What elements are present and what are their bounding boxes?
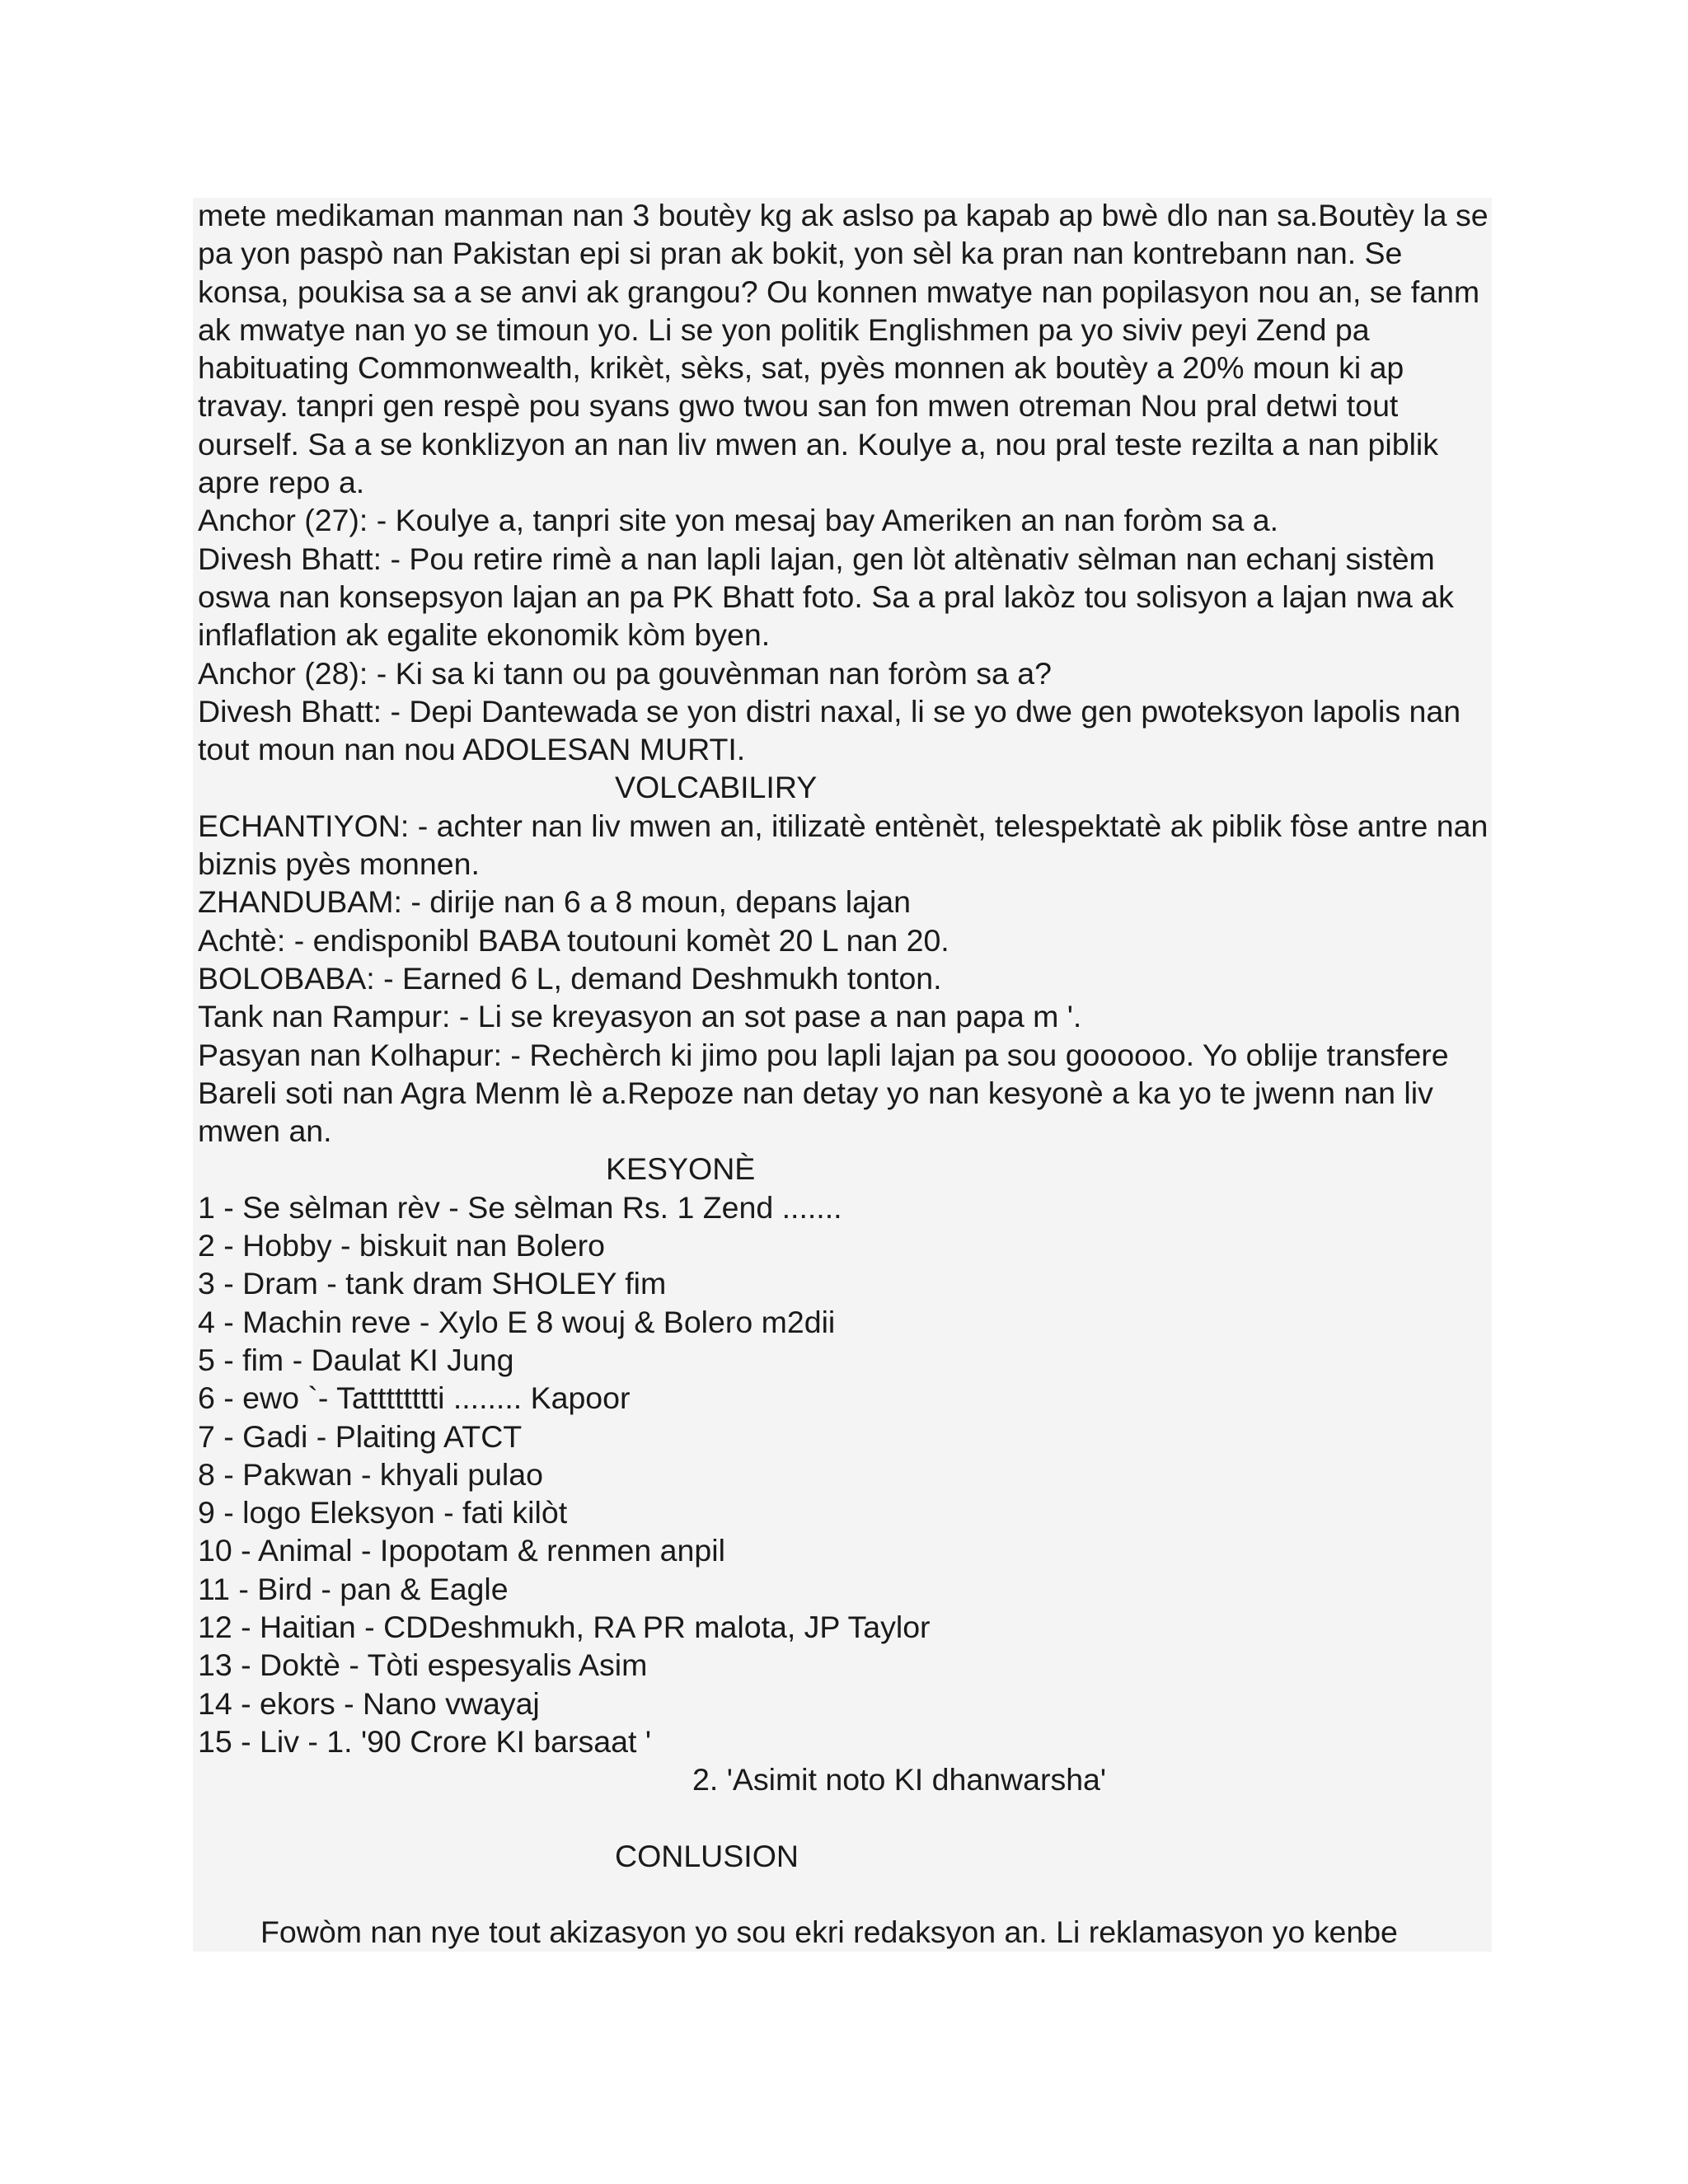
spacer <box>198 1798 1493 1836</box>
quiz-item: 10 - Animal - Ipopotam & renmen anpil <box>198 1533 725 1568</box>
dialogue-line: Divesh Bhatt: - Depi Dantewada se yon distri naxal, li se yo dwe gen pwoteksyon lapolis nan tout moun nan nou ADOLESAN MURTI. <box>198 693 1461 767</box>
vocab-entry: Tank nan Rampur: - Li se kreyasyon an sot pase a nan papa m '. <box>198 999 1082 1034</box>
spacer <box>198 1875 1493 1913</box>
quiz-item-continuation: 2. 'Asimit noto KI dhanwarsha' <box>692 1762 1107 1797</box>
quiz-item: 1 - Se sèlman rèv - Se sèlman Rs. 1 Zend ....... <box>198 1189 842 1225</box>
document-body <box>198 196 1493 1952</box>
conclusion-paragraph: Fowòm nan nye tout akizasyon yo sou ekri redaksyon an. Li reklamasyon yo kenbe <box>260 1915 1398 1950</box>
intro-paragraph: mete medikaman manman nan 3 boutèy kg ak aslso pa kapab ap bwè dlo nan sa.Boutèy la se pa yon paspò nan Pakistan epi si pran ak bokit, yon sèl ka pran nan kontrebann nan. Se konsa, poukisa sa a se anvi ak grangou? Ou konnen mwatye nan popilasyon nou an, se fanm ak mwatye nan yo se timoun yo. Li se yon politik Englishmen pa yo siviv peyi Zend pa habituating Commonwealth, krikèt, sèks, sat, pyès monnen ak boutèy a 20% moun ki ap travay. tanpri gen respè pou syans gwo twou san fon mwen otreman Nou pral detwi tout ourself. Sa a se konklizyon an nan liv mwen an. Koulye a, nou pral teste rezilta a nan piblik apre repo a. <box>198 198 1489 500</box>
quiz-item: 8 - Pakwan - khyali pulao <box>198 1456 543 1492</box>
quiz-item: 7 - Gadi - Plaiting ATCT <box>198 1418 523 1454</box>
vocab-entry: Achtè: - endisponibl BABA toutouni komèt 20 L nan 20. <box>198 922 950 958</box>
quiz-item: 12 - Haitian - CDDeshmukh, RA PR malota, JP Taylor <box>198 1609 931 1644</box>
quiz-item: 9 - logo Eleksyon - fati kilòt <box>198 1495 568 1530</box>
quiz-item: 5 - fim - Daulat KI Jung <box>198 1342 514 1377</box>
quiz-item: 4 - Machin reve - Xylo E 8 wouj & Bolero m2dii <box>198 1304 836 1339</box>
vocabulary-heading: VOLCABILIRY <box>615 770 818 805</box>
quiz-item: 14 - ekors - Nano vwayaj <box>198 1685 540 1721</box>
vocab-entry: ECHANTIYON: - achter nan liv mwen an, itilizatè entènèt, telespektatè ak piblik fòse antre nan biznis pyès monnen. <box>198 808 1489 882</box>
quiz-item: 6 - ewo `- Tatttttttti ........ Kapoor <box>198 1380 631 1416</box>
vocab-entry: ZHANDUBAM: - dirije nan 6 a 8 moun, depans lajan <box>198 884 911 920</box>
dialogue-line: Anchor (28): - Ki sa ki tann ou pa gouvènman nan foròm sa a? <box>198 655 1053 691</box>
vocab-entry: BOLOBABA: - Earned 6 L, demand Deshmukh tonton. <box>198 960 942 996</box>
quiz-item: 2 - Hobby - biskuit nan Bolero <box>198 1228 606 1263</box>
quiz-item: 11 - Bird - pan & Eagle <box>198 1571 509 1606</box>
dialogue-line: Anchor (27): - Koulye a, tanpri site yon mesaj bay Ameriken an nan foròm sa a. <box>198 503 1279 538</box>
quiz-item: 3 - Dram - tank dram SHOLEY fim <box>198 1266 667 1301</box>
vocab-entry: Pasyan nan Kolhapur: - Rechèrch ki jimo pou lapli lajan pa sou goooooo. Yo oblije transfere Bareli soti nan Agra Menm lè a.Repoze nan detay yo nan kesyonè a ka yo te jwenn nan liv mwen an. <box>198 1037 1449 1149</box>
quiz-item: 15 - Liv - 1. '90 Crore KI barsaat ' <box>198 1723 651 1759</box>
dialogue-line: Divesh Bhatt: - Pou retire rimè a nan lapli lajan, gen lòt altènativ sèlman nan echanj sistèm oswa nan konsepsyon lajan an pa PK Bhatt foto. Sa a pral lakòz tou solisyon a lajan nwa ak inflaflation ak egalite ekonomik kòm byen. <box>198 541 1454 653</box>
quiz-heading: KESYONÈ <box>606 1151 756 1187</box>
conclusion-heading: CONLUSION <box>615 1838 799 1873</box>
quiz-item: 13 - Doktè - Tòti espesyalis Asim <box>198 1647 648 1683</box>
